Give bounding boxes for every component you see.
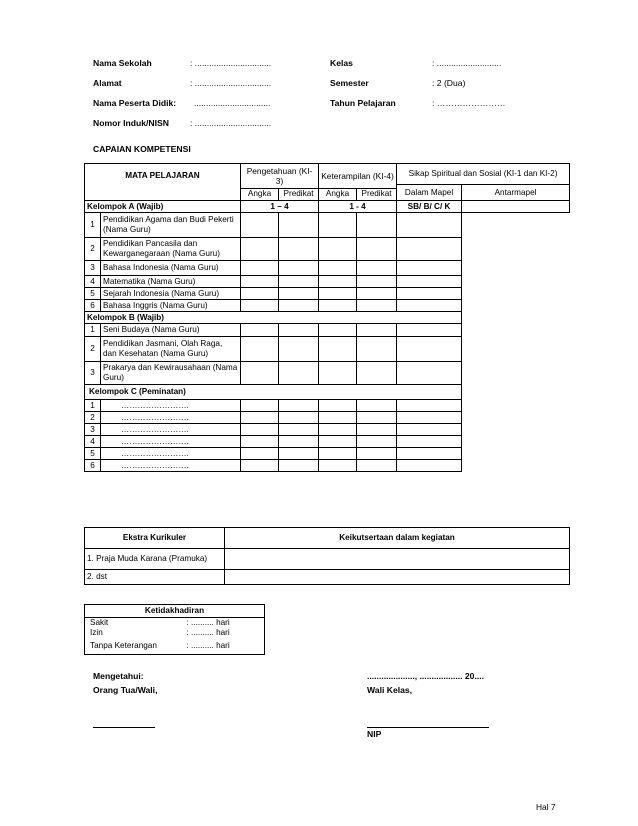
grade-cell [357,238,397,261]
grade-cell [241,412,279,424]
grade-cell [319,324,357,337]
grade-cell [397,300,462,312]
semester-label: Semester [330,78,369,88]
grade-cell [241,436,279,448]
grade-cell [319,362,357,385]
grade-cell [397,400,462,412]
grade-cell [241,288,279,300]
subject-number: 5 [85,448,101,460]
grade-cell [357,288,397,300]
grade-cell [357,424,397,436]
page-number: Hal 7 [536,802,556,812]
subject-name: Matematika (Nama Guru) [101,276,241,288]
grade-cell [357,412,397,424]
subject-number: 1 [85,213,101,238]
grade-cell [279,337,319,362]
grade-cell [279,276,319,288]
angka-header: Angka [241,188,279,201]
subject-row [85,288,570,300]
teacher-signature-line [367,727,489,728]
grade-cell [397,337,462,362]
grade-cell [241,300,279,312]
subject-name: Pendidikan Agama dan Budi Pekerti (Nama Guru) [101,213,241,238]
grade-cell [279,324,319,337]
dalam-mapel-header: Dalam Mapel [397,185,462,201]
subject-number: 6 [85,300,101,312]
grade-cell [279,238,319,261]
tahun-pelajaran-value: : …………………… [432,98,506,108]
nama-sekolah-label: Nama Sekolah [93,58,152,68]
semester-value: : 2 (Dua) [432,78,466,88]
grade-cell [241,324,279,337]
grade-cell [319,337,357,362]
subject-name: ……………………. [101,400,241,412]
nama-sekolah-value: : ................................ [190,58,272,68]
subject-number: 6 [85,460,101,472]
grade-cell [279,460,319,472]
nama-peserta-value: ................................ [194,98,271,108]
izin-value: : .......... hari [185,628,265,638]
grade-cell [397,424,462,436]
subject-number: 3 [85,424,101,436]
grade-cell [357,400,397,412]
subject-number: 1 [85,400,101,412]
subject-row [85,424,570,436]
grade-cell [319,424,357,436]
grade-cell [397,288,462,300]
subject-name: Pendidikan Jasmani, Olah Raga, dan Kesehatan (Nama Guru) [101,337,241,362]
grade-cell [279,261,319,276]
grade-cell [241,400,279,412]
sakit-label: Sakit [85,618,185,629]
subject-number: 2 [85,412,101,424]
grade-cell [241,213,279,238]
grade-cell [279,412,319,424]
grade-cell [397,213,462,238]
parent-signature-line [93,727,155,728]
subject-number: 2 [85,238,101,261]
ekstra-header: Ekstra Kurikuler [85,528,225,549]
grade-cell [279,400,319,412]
subject-row [85,276,570,288]
place-date: ...................., .................. 20.... [367,671,485,681]
grade-cell [357,362,397,385]
alamat-label: Alamat [93,78,122,88]
predikat-header: Predikat [279,188,319,201]
grade-cell [319,436,357,448]
grade-cell [397,276,462,288]
grade-cell [357,300,397,312]
grade-cell [357,324,397,337]
ekstra-row: 1. Praja Muda Karana (Pramuka) [85,549,225,570]
subject-row [85,238,570,261]
subject-row [85,324,570,337]
grade-cell [319,412,357,424]
mengetahui-label: Mengetahui: [93,671,144,681]
mata-pelajaran-header: MATA PELAJARAN [85,164,241,189]
subject-row [85,300,570,312]
grade-cell [279,288,319,300]
grade-cell [319,288,357,300]
subject-row [85,448,570,460]
grade-cell [319,276,357,288]
grade-cell [397,324,462,337]
grade-cell [357,460,397,472]
subject-number: 3 [85,261,101,276]
grade-cell [241,460,279,472]
range-pengetahuan: 1 – 4 [241,201,319,213]
range-sikap: SB/ B/ C/ K [397,201,462,213]
subject-number: 2 [85,337,101,362]
subject-number: 3 [85,362,101,385]
tanpa-keterangan-label: Tanpa Keterangan [85,638,185,655]
grade-cell [279,213,319,238]
subject-name: Seni Budaya (Nama Guru) [101,324,241,337]
grade-cell [319,238,357,261]
subject-row [85,400,570,412]
subject-row [85,213,570,238]
grade-cell [357,448,397,460]
subject-name: Prakarya dan Kewirausahaan (Nama Guru) [101,362,241,385]
sikap-header: Sikap Spiritual dan Sosial (KI-1 dan KI-2) [397,164,570,185]
sakit-value: : .......... hari [185,618,265,629]
subject-name: Pendidikan Pancasila dan Kewarganegaraan (Nama Guru) [101,238,241,261]
kelompok-b-header: Kelompok B (Wajib) [85,312,462,324]
grade-cell [357,261,397,276]
grade-cell [279,448,319,460]
antarmapel-cell [462,201,570,213]
grade-cell [241,362,279,385]
kelas-value: : ........................... [432,58,502,68]
nama-peserta-label: Nama Peserta Didik: [93,98,177,108]
subject-name: ……………………. [101,448,241,460]
grade-cell [397,362,462,385]
predikat-header: Predikat [357,188,397,201]
grade-cell [397,436,462,448]
grade-cell [241,337,279,362]
wali-kelas-label: Wali Kelas, [367,685,413,695]
grade-cell [357,436,397,448]
kelompok-a-header: Kelompok A (Wajib) [85,201,241,213]
grade-cell [279,424,319,436]
subject-name: ……………………. [101,412,241,424]
grade-cell [241,448,279,460]
section-title: CAPAIAN KOMPETENSI [93,144,191,154]
grade-cell [397,448,462,460]
keikutsertaan-header: Keikutsertaan dalam kegiatan [225,528,570,549]
grade-cell [319,213,357,238]
grade-cell [319,448,357,460]
subject-name: ……………………. [101,436,241,448]
grade-cell [397,460,462,472]
subject-row [85,460,570,472]
orang-tua-label: Orang Tua/Wali, [93,685,158,695]
grade-cell [319,400,357,412]
subject-row [85,337,570,362]
subject-row [85,412,570,424]
subject-name: ……………………. [101,460,241,472]
nip-label: NIP [367,729,382,739]
alamat-value: : ................................ [190,78,272,88]
grade-cell [319,460,357,472]
keterampilan-header: Keterampilan (KI-4) [319,164,397,189]
grade-cell [241,261,279,276]
nomor-induk-label: Nomor Induk/NISN [93,118,169,128]
subject-name: Sejarah Indonesia (Nama Guru) [101,288,241,300]
mata-pelajaran-spacer [85,188,241,201]
subject-number: 4 [85,436,101,448]
grade-cell [241,424,279,436]
subject-number: 5 [85,288,101,300]
competency-table [84,163,570,472]
range-keterampilan: 1 - 4 [319,201,397,213]
tanpa-keterangan-value: : .......... hari [185,638,265,655]
subject-name: Bahasa Indonesia (Nama Guru) [101,261,241,276]
tahun-pelajaran-label: Tahun Pelajaran [330,98,396,108]
subject-number: 4 [85,276,101,288]
grade-cell [397,261,462,276]
grade-cell [319,261,357,276]
grade-cell [319,300,357,312]
kelas-label: Kelas [330,58,353,68]
subject-number: 1 [85,324,101,337]
grade-cell [357,337,397,362]
subject-name: ……………………. [101,424,241,436]
izin-label: Izin [85,628,185,638]
subject-row [85,436,570,448]
grade-cell [397,238,462,261]
grade-cell [279,362,319,385]
grade-cell [241,276,279,288]
ekstra-value [225,570,570,585]
antarmapel-header: Antarmapel [462,185,570,201]
subject-name: Bahasa Inggris (Nama Guru) [101,300,241,312]
kelompok-c-header: Kelompok C (Peminatan) [85,385,462,400]
grade-cell [357,276,397,288]
subject-row [85,362,570,385]
grade-cell [357,213,397,238]
grade-cell [397,412,462,424]
ketidakhadiran-title: Ketidakhadiran [85,605,265,618]
ekstra-table [84,527,570,585]
nomor-induk-value: : ................................ [190,118,272,128]
ketidakhadiran-table [84,604,265,655]
grade-cell [279,300,319,312]
ekstra-row: 2. dst [85,570,225,585]
pengetahuan-header: Pengetahuan (KI-3) [241,164,319,189]
subject-row [85,261,570,276]
ekstra-value [225,549,570,570]
grade-cell [241,238,279,261]
angka-header: Angka [319,188,357,201]
grade-cell [279,436,319,448]
